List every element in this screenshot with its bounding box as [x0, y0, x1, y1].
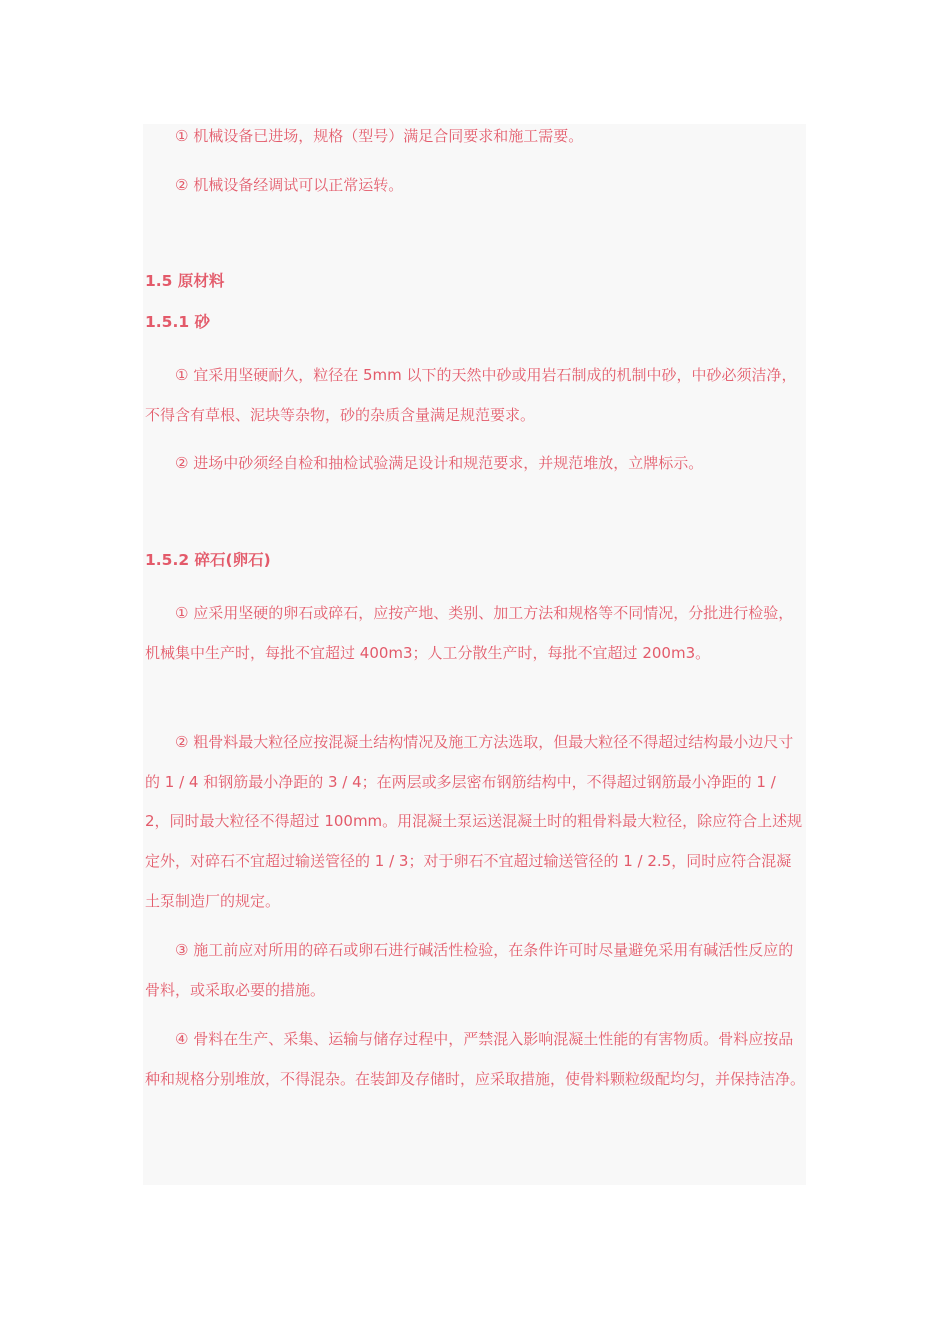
paragraph-gravel-batch-testing: ① 应采用坚硬的卵石或碎石，应按产地、类别、加工方法和规格等不同情况，分批进行检验，机械集中生产时，每批不宜超过 400m3；人工分散生产时，每批不宜超过 200m3。 [145, 604, 794, 662]
paragraph-equipment-commissioning: ② 机械设备经调试可以正常运转。 [145, 176, 404, 194]
paragraph-aggregate-storage: ④ 骨料在生产、采集、运输与储存过程中，严禁混入影响混凝土性能的有害物质。骨料应按品种和规格分别堆放，不得混杂。在装卸及存储时，应采取措施，使骨料颗粒级配均匀，并保持洁净。 [145, 1030, 806, 1088]
paragraph-sand-requirements: ① 宜采用坚硬耐久，粒径在 5mm 以下的天然中砂或用岩石制成的机制中砂，中砂必须洁净，不得含有草根、泥块等杂物，砂的杂质含量满足规范要求。 [145, 366, 797, 424]
paragraph-aggregate-max-size: ② 粗骨料最大粒径应按混凝土结构情况及施工方法选取，但最大粒径不得超过结构最小边尺寸的 1 / 4 和钢筋最小净距的 3 / 4；在两层或多层密布钢筋结构中，不得超过钢筋最小净距的 1 / 2，同时最大粒径不得超过 100mm。用混凝土泵运送混凝土时的粗骨料最大粒径，除应符合上述规定外，对碎石不宜超过输送管径的 1 / 3；对于卵石不宜超过输送管径的 1 / 2.5，同时应符合混凝土泵制造厂的规定。 [145, 733, 803, 910]
paragraph-alkali-reactivity: ③ 施工前应对所用的碎石或卵石进行碱活性检验，在条件许可时尽量避免采用有碱活性反应的骨料，或采取必要的措施。 [145, 941, 794, 999]
paragraph-sand-inspection: ② 进场中砂须经自检和抽检试验满足设计和规范要求，并规范堆放，立牌标示。 [145, 454, 704, 472]
heading-sand: 1.5.1 砂 [145, 313, 211, 331]
paragraph-equipment-arrival: ① 机械设备已进场，规格（型号）满足合同要求和施工需要。 [145, 127, 584, 145]
heading-gravel: 1.5.2 碎石(卵石) [145, 551, 271, 569]
heading-raw-materials: 1.5 原材料 [145, 272, 225, 290]
